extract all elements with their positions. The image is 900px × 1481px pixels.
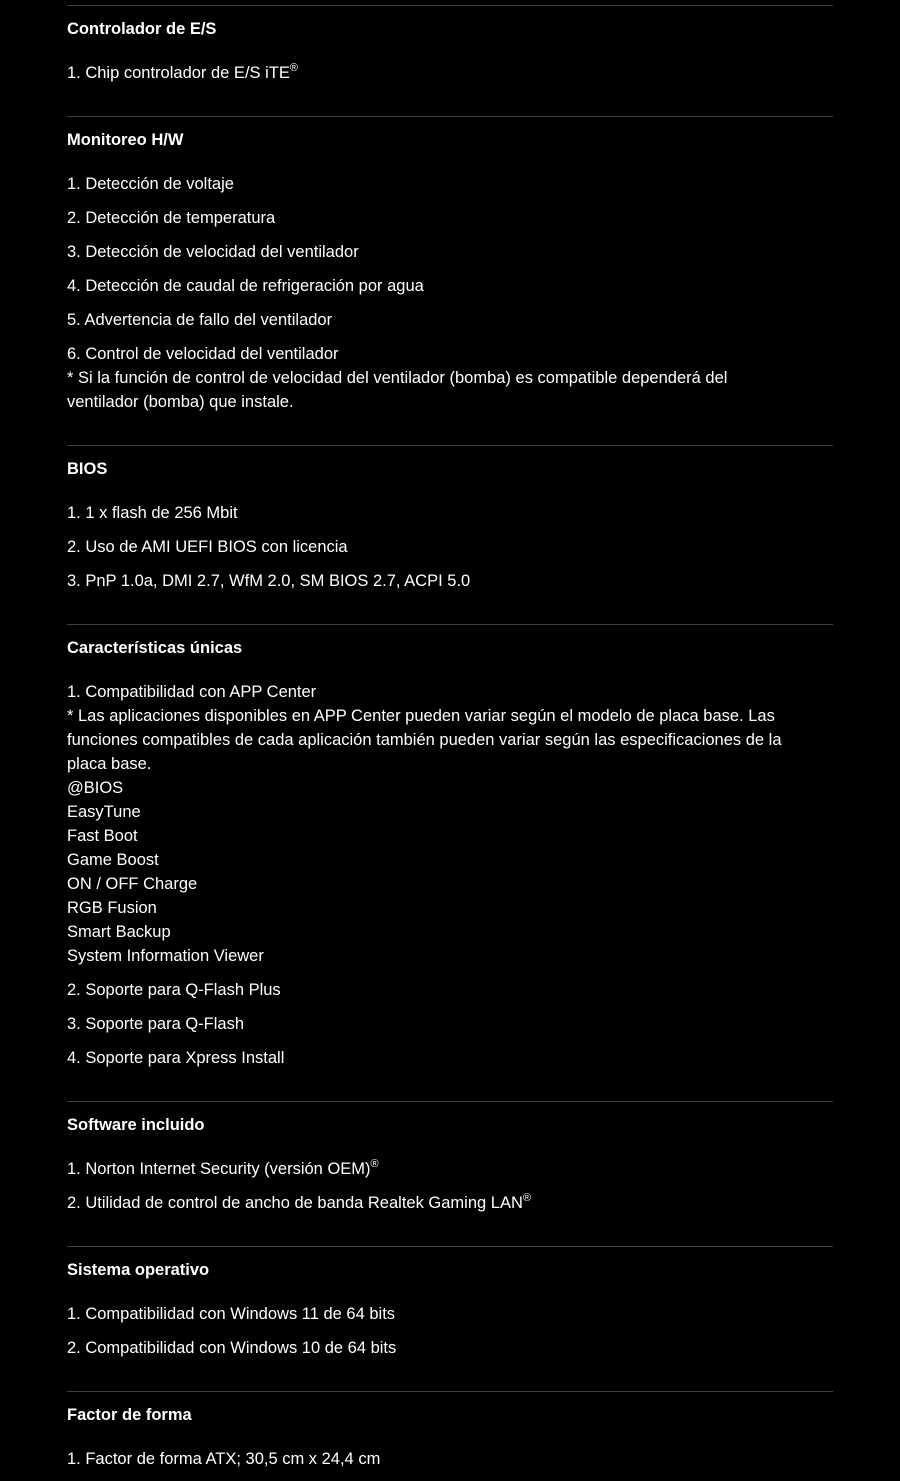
spec-line: 3. PnP 1.0a, DMI 2.7, WfM 2.0, SM BIOS 2.7, ACPI 5.0: [67, 572, 471, 590]
spec-note: placa base.: [67, 755, 152, 773]
spec-line: 2. Soporte para Q-Flash Plus: [67, 981, 281, 999]
registered-mark: ®: [522, 1192, 531, 1204]
spec-item: [67, 308, 833, 332]
section-title: Sistema operativo: [67, 1261, 210, 1279]
spec-item: [67, 342, 833, 414]
app-name: System Information Viewer: [67, 947, 264, 965]
registered-mark: ®: [289, 62, 298, 74]
spec-line: 1. Norton Internet Security (versión OEM)®: [67, 1158, 379, 1178]
app-name: ON / OFF Charge: [67, 875, 198, 893]
spec-item: [67, 274, 833, 298]
app-name: Smart Backup: [67, 923, 171, 941]
spec-line: 6. Control de velocidad del ventilador: [67, 345, 339, 363]
section-title: BIOS: [67, 460, 108, 478]
spec-item: [67, 1191, 833, 1215]
registered-mark: ®: [370, 1158, 379, 1170]
spec-list: [67, 61, 833, 95]
spec-item: [67, 1447, 833, 1471]
section-divider: [67, 116, 833, 117]
spec-list: [67, 1302, 833, 1370]
spec-line: 1. 1 x flash de 256 Mbit: [67, 504, 238, 522]
spec-line: 5. Advertencia de fallo del ventilador: [67, 311, 333, 329]
spec-list: [67, 172, 833, 424]
section-title: Monitoreo H/W: [67, 131, 184, 149]
spec-list: [67, 1447, 833, 1481]
section-divider: [67, 5, 833, 6]
spec-line: 2. Uso de AMI UEFI BIOS con licencia: [67, 538, 348, 556]
section-divider: [67, 624, 833, 625]
spec-item: [67, 535, 833, 559]
spec-item: [67, 61, 833, 85]
section-divider: [67, 1101, 833, 1102]
spec-note: * Las aplicaciones disponibles en APP Center pueden variar según el modelo de placa base. Las: [67, 707, 775, 725]
spec-item: [67, 1046, 833, 1070]
spec-item: [67, 978, 833, 1002]
spec-line: 2. Compatibilidad con Windows 10 de 64 bits: [67, 1339, 397, 1357]
spec-item: [67, 240, 833, 264]
section-title: Controlador de E/S: [67, 20, 217, 38]
spec-note: * Si la función de control de velocidad del ventilador (bomba) es compatible dependerá del: [67, 369, 728, 387]
section-divider: [67, 445, 833, 446]
section-title: Software incluido: [67, 1116, 205, 1134]
spec-item: [67, 1157, 833, 1181]
section-title: Factor de forma: [67, 1406, 192, 1424]
spec-line: 4. Soporte para Xpress Install: [67, 1049, 285, 1067]
app-name: @BIOS: [67, 779, 124, 797]
spec-list: [67, 680, 833, 1080]
spec-list: [67, 501, 833, 603]
app-name: RGB Fusion: [67, 899, 157, 917]
spec-note: funciones compatibles de cada aplicación también pueden variar según las especificaciones de la: [67, 731, 782, 749]
app-name: Fast Boot: [67, 827, 138, 845]
spec-note: ventilador (bomba) que instale.: [67, 393, 294, 411]
section-title: Características únicas: [67, 639, 243, 657]
spec-item: [67, 172, 833, 196]
spec-list: [67, 1157, 833, 1225]
spec-item: [67, 501, 833, 525]
spec-item: [67, 206, 833, 230]
spec-item: [67, 1336, 833, 1360]
spec-line: 2. Detección de temperatura: [67, 209, 276, 227]
spec-item: [67, 1302, 833, 1326]
spec-line: 2. Utilidad de control de ancho de banda Realtek Gaming LAN®: [67, 1192, 531, 1212]
spec-line: 1. Factor de forma ATX; 30,5 cm x 24,4 cm: [67, 1450, 381, 1468]
spec-line: 1. Chip controlador de E/S iTE®: [67, 62, 298, 82]
section-divider: [67, 1246, 833, 1247]
spec-item: [67, 569, 833, 593]
spec-line: 3. Detección de velocidad del ventilador: [67, 243, 359, 261]
section-divider: [67, 1391, 833, 1392]
app-name: Game Boost: [67, 851, 159, 869]
spec-item: [67, 1012, 833, 1036]
spec-line: 1. Detección de voltaje: [67, 175, 234, 193]
spec-line: 3. Soporte para Q-Flash: [67, 1015, 245, 1033]
spec-line: 1. Compatibilidad con APP Center: [67, 683, 317, 701]
spec-line: 1. Compatibilidad con Windows 11 de 64 bits: [67, 1305, 396, 1323]
app-name: EasyTune: [67, 803, 141, 821]
spec-line: 4. Detección de caudal de refrigeración por agua: [67, 277, 424, 295]
spec-item: [67, 680, 833, 968]
